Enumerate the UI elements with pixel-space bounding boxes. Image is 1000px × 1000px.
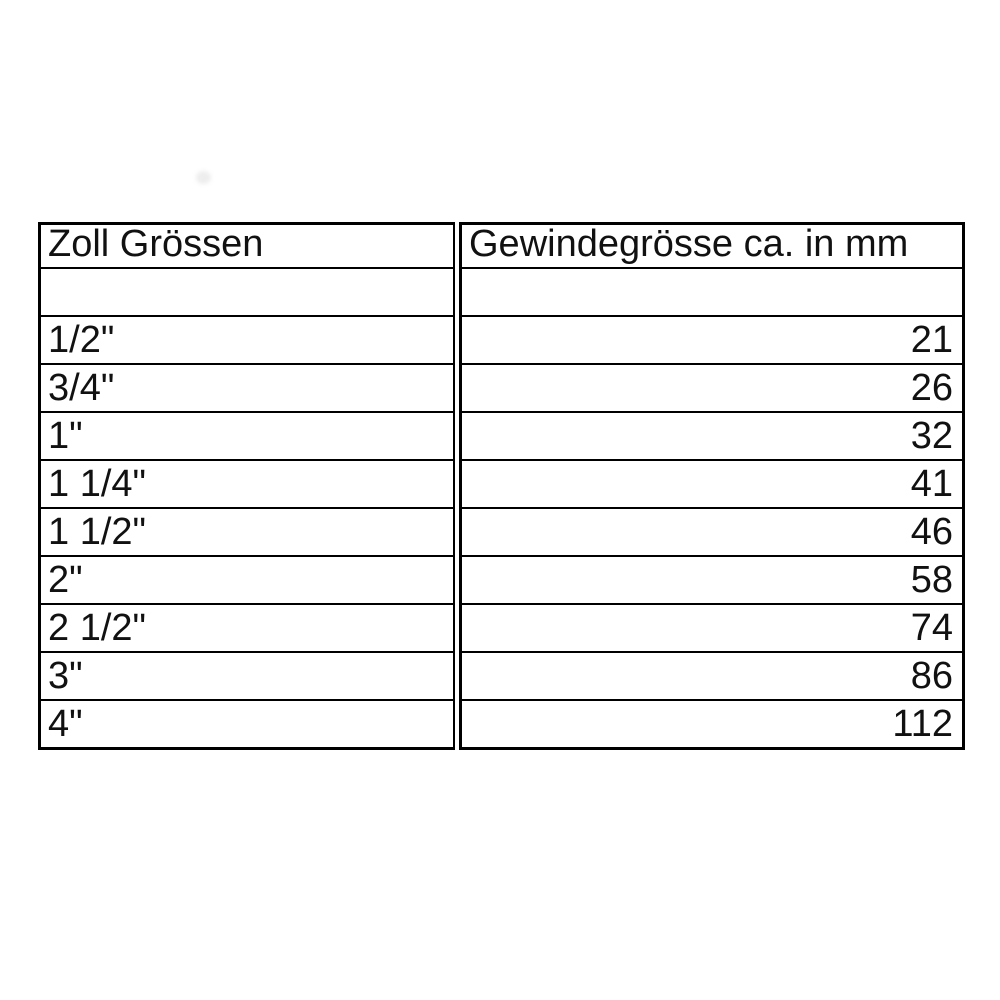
table-row [38,605,965,653]
mm-size-cell [459,269,965,317]
header-gewindegroesse: Gewindegrösse ca. in mm [459,222,965,269]
table-row [38,653,965,701]
table-row [38,701,965,750]
zoll-size-cell: 1/2" [38,317,455,365]
zoll-size-cell: 3" [38,653,455,701]
zoll-size-cell: 3/4" [38,365,455,413]
table-row [38,365,965,413]
mm-size-cell: 46 [459,509,965,557]
zoll-size-cell: 2" [38,557,455,605]
table-row [38,509,965,557]
mm-size-cell: 112 [459,701,965,750]
zoll-size-cell: 1 1/2" [38,509,455,557]
table-header [38,222,965,269]
header-zoll-groessen: Zoll Grössen [38,222,455,269]
mm-size-cell: 26 [459,365,965,413]
table-body [38,269,965,750]
table-row [38,317,965,365]
zoll-size-cell: 1" [38,413,455,461]
mm-size-cell: 74 [459,605,965,653]
zoll-size-cell: 1 1/4" [38,461,455,509]
table-row [38,461,965,509]
mm-size-cell: 58 [459,557,965,605]
zoll-size-cell [38,269,455,317]
thread-size-table [34,222,969,750]
mm-size-cell: 32 [459,413,965,461]
faint-artifact [196,171,211,184]
mm-size-cell: 41 [459,461,965,509]
zoll-size-cell: 2 1/2" [38,605,455,653]
mm-size-cell: 86 [459,653,965,701]
mm-size-cell: 21 [459,317,965,365]
table-row [38,557,965,605]
table-row-empty [38,269,965,317]
table-row [38,413,965,461]
zoll-size-cell: 4" [38,701,455,750]
header-row [38,222,965,269]
